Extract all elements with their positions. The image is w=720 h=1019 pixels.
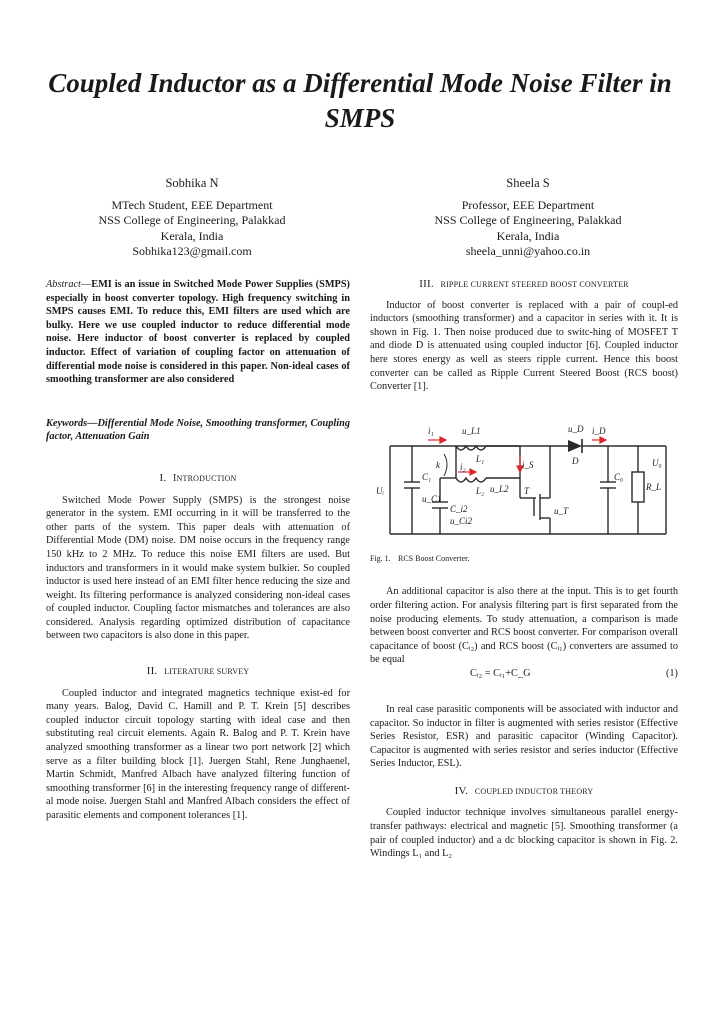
author-position: Professor, EEE Department	[461, 197, 595, 212]
diode-d-body	[568, 440, 582, 452]
label-l2: L₂	[476, 485, 485, 496]
section-body-literature: Coupled inductor and integrated magnetics technique exist-ed for many years. Balog, David C. Hamill and P. T. Krein [5] describes coupled inductor circuit topology starting with ideal case and then substituting real circuit elements. Again R. Balog and P. T. Krein have analyzed smoothing transformer as a linear two port network [2] which serve as a filter building block [1]. Juergen Stahl, Rene Junghaenel, Martin Schmidt, Manfred Albach have analyzed filtering function of smoothing transformer [6] in the interesting frequency range of different-al mode noise. Juergen Stahl and Manfred Albach considers the effect of parasitic elements and component tolerances [1].	[46, 687, 350, 821]
abstract	[46, 278, 350, 387]
section-number: II.	[146, 665, 158, 678]
author-name: Sobhika N	[165, 176, 219, 190]
section-title: LITERATURE SURVEY	[164, 667, 250, 677]
section-title-first: I	[173, 472, 177, 484]
section-heading-introduction	[46, 472, 350, 486]
label-ul1: u_L1	[462, 425, 481, 436]
label-t: T	[524, 485, 530, 496]
equation-text: Cᵢ₂ = Cᵢ₁+C_G	[470, 667, 531, 679]
section-number: IV.	[454, 784, 469, 797]
section-number: I.	[159, 471, 167, 484]
left-column	[46, 278, 350, 823]
paragraph-capacitance: An additional capacitor is also there at the input. This is to get fourth order filtering action. For analysis filtering part is first separated from the noise producing elements. To study attenuation, a comparison is made between boost converter and RCS boost converter. For comparison overall capacitance of boost (Cᵢ₂) and RCS boost (Cᵢ₁) converters are assumed to be equal	[370, 586, 678, 666]
author-institution: NSS College of Engineering, Palakkad	[98, 213, 286, 227]
section-body-ripple: Inductor of boost converter is replaced with a pair of coupl-ed inductors (smoothing transformer) and a capacitor in series with it. It is shown in Fig. 1. Then noise produced due to switc-hing of MOSFET T and diode D is attenuated using coupled inductor [6]. Coupled inductor here stores energy as well as steers ripple current. Hence this boost converter can be called as Ripple Current Steered Boost (RCS boost) Converter [1].	[370, 299, 678, 393]
label-ul2: u_L2	[490, 483, 509, 494]
label-ut: u_T	[554, 505, 569, 516]
label-uci2: u_Ci2	[450, 515, 473, 526]
section-title: RIPPLE CURRENT STEERED BOOST CONVERTER	[440, 280, 629, 289]
author-position: MTech Student, EEE Department	[111, 197, 273, 212]
equation-1	[370, 667, 678, 683]
paper-title: Coupled Inductor as a Differential Mode Noise Filter in SMPS	[48, 68, 672, 133]
label-ud: u_D	[568, 423, 584, 434]
abstract-dash: —	[80, 279, 92, 290]
figure-label: Fig. 1.	[370, 553, 391, 563]
label-ui: Uᵢ	[376, 485, 384, 496]
label-rl: R_L	[646, 481, 662, 492]
abstract-text: EMI is an issue in Switched Mode Power Supplies (SMPS) especially in boost converter topology. High frequency switching in SMPS causes EMI. To reduce this, EMI filters are used which are bulky. Here we use coupled inductor to reduce differential mode noise. Here inductor of boost converter is replaced by coupled inductor. Effect of variation of coupling factor on attenuation of differential mode noise is considered in this paper. Non-ideal cases of smoothing transformer are also considered	[46, 279, 350, 386]
section-number: III.	[419, 278, 434, 290]
keywords: Keywords—Differential Mode Noise, Smoothing transformer, Coupling factor, Attenuation Gain	[46, 417, 350, 443]
label-i2: i₂	[460, 461, 466, 472]
label-d: D	[572, 455, 579, 466]
label-is: i_S	[522, 459, 534, 470]
equation-number: (1)	[665, 667, 678, 679]
paragraph-parasitic: In real case parasitic components will be associated with inductor and capacitor. So inductor in filter is augmented with series resistor (Effective Series Resistor, ESR) and parasitic capacitor (Winding Capacitor). Capacitor is augmented with series resistor and series inductor (Effective Series Inductor, ESL).	[370, 703, 678, 770]
coupling-k-arc	[444, 454, 447, 476]
section-heading-coupled-theory	[370, 785, 678, 799]
label-co: C₀	[614, 471, 624, 482]
author-email[interactable]: sheela_unni@yahoo.co.in	[465, 244, 591, 258]
resistor-rl	[632, 472, 644, 502]
abstract-lead: Abstract	[46, 279, 81, 290]
label-uo: U₀	[652, 457, 662, 468]
figure-caption	[370, 552, 678, 566]
label-ci2: C_i2	[450, 503, 468, 514]
section-heading-literature	[46, 665, 350, 679]
label-k: k	[436, 459, 440, 470]
label-l1: L₁	[476, 453, 485, 464]
author-block-2	[378, 176, 678, 260]
inductor-l2-coil	[456, 478, 486, 482]
right-column	[370, 278, 678, 861]
label-i1: i₁	[428, 425, 434, 436]
author-location: Kerala, India	[160, 228, 224, 243]
label-id: i_D	[592, 425, 606, 436]
section-title-rest: NTRODUCTION	[176, 473, 237, 483]
label-c1: C₁	[422, 471, 432, 482]
label-uc1: u_C1	[422, 493, 442, 504]
circuit-diagram	[370, 422, 678, 540]
author-block-1	[42, 176, 342, 260]
author-institution: NSS College of Engineering, Palakkad	[434, 213, 622, 227]
author-name: Sheela S	[506, 176, 550, 190]
section-heading-ripple	[370, 278, 678, 292]
author-location: Kerala, India	[496, 228, 560, 243]
section-title: COUPLED INDUCTOR THEORY	[474, 786, 594, 796]
section-body-introduction: Switched Mode Power Supply (SMPS) is the strongest noise generator in the system. EMI occurring in it will be transferred to the other parts of the system. This paper deals with attenuation of Differential Mode (DM) noise. DM noise occurs in the frequency range 150 kHz to 2 MHz. To reduce this noise EMI filters are used. But inductors and transformers in it would make system bulkier. So coupled inductor is used here instead of an EMI filter hence reducing the size and weight. Its filtering performance is analyzed considering non-ideal cases of coupled inductor. Coupling factor mismatches and tolerances are also considered. Analysis regarding optimized distribution of capacitance between two capacitors is also done in this paper.	[46, 494, 350, 642]
section-body-coupled-theory: Coupled inductor technique involves simultaneous parallel energy-transfer pathways: electrical and magnetic [5]. Smoothing transformer (a pair of coupled inductor) and a dc blocking capacitor is shown in Fig. 2. Windings L₁ and L₂	[370, 807, 678, 860]
author-email[interactable]: Sobhika123@gmail.com	[132, 244, 252, 258]
figure-rcs-boost-circuit	[370, 422, 678, 540]
figure-caption-text: RCS Boost Converter.	[398, 553, 470, 563]
